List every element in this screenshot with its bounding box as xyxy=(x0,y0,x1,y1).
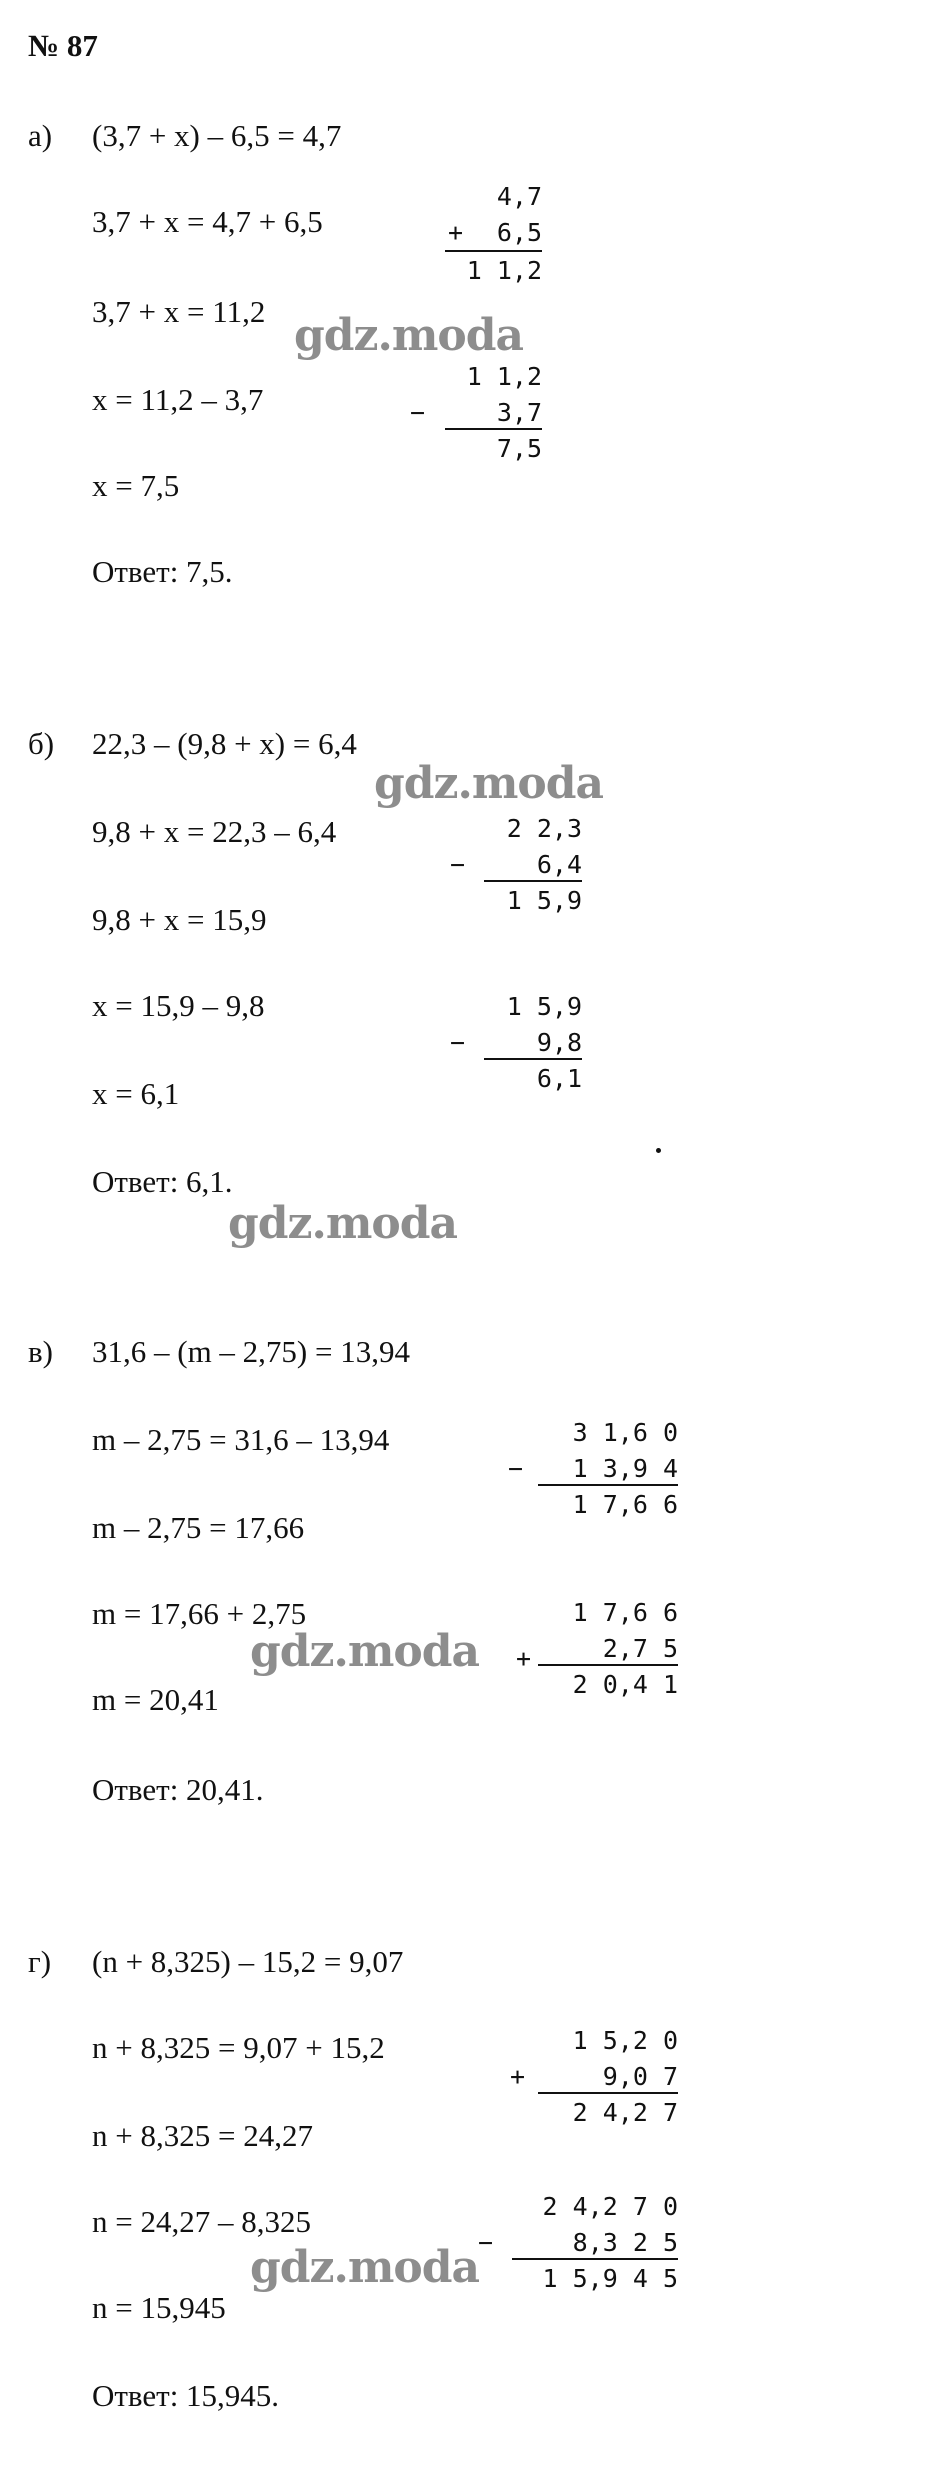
result-rule xyxy=(538,2092,678,2094)
equation-line: m – 2,75 = 17,66 xyxy=(92,1510,305,1545)
equation-line: (3,7 + x) – 6,5 = 4,7 xyxy=(92,118,342,153)
operand: 1 5,2 0 xyxy=(572,2026,678,2055)
part-label: в) xyxy=(28,1334,53,1369)
result: 1 5,9 xyxy=(506,886,582,915)
plus-sign: + xyxy=(510,2062,526,2091)
column-subtraction xyxy=(478,2194,678,2294)
operand: 1 7,6 6 xyxy=(572,1598,678,1627)
operand: 1 1,2 xyxy=(466,362,542,391)
result: 2 0,4 1 xyxy=(572,1670,678,1699)
result-rule xyxy=(445,250,542,252)
equation-line: 3,7 + x = 11,2 xyxy=(92,294,266,329)
answer-line: Ответ: 7,5. xyxy=(92,554,233,589)
operand: 1 5,9 xyxy=(506,992,582,1021)
equation-line: m = 20,41 xyxy=(92,1682,219,1717)
equation-line: 3,7 + x = 4,7 + 6,5 xyxy=(92,204,323,239)
result-rule xyxy=(512,2258,678,2260)
result: 1 5,9 4 5 xyxy=(542,2264,678,2293)
operand: 1 3,9 4 xyxy=(572,1454,678,1483)
operand: 9,8 xyxy=(536,1028,582,1057)
answer-line: Ответ: 15,945. xyxy=(92,2378,280,2413)
result-rule xyxy=(484,1058,582,1060)
result-rule xyxy=(484,880,582,882)
operand: 9,0 7 xyxy=(602,2062,678,2091)
plus-sign: + xyxy=(448,218,464,247)
equation-line: n + 8,325 = 24,27 xyxy=(92,2118,313,2153)
equation-line: m – 2,75 = 31,6 – 13,94 xyxy=(92,1422,390,1457)
operand: 2 2,3 xyxy=(506,814,582,843)
minus-sign: − xyxy=(450,1028,466,1057)
minus-sign: − xyxy=(478,2228,494,2257)
result-rule xyxy=(445,428,542,430)
column-addition xyxy=(430,184,542,284)
equation-line: 9,8 + x = 22,3 – 6,4 xyxy=(92,814,337,849)
operand: 8,3 2 5 xyxy=(572,2228,678,2257)
part-label: б) xyxy=(28,726,55,761)
operand: 3,7 xyxy=(496,398,542,427)
watermark: gdz.moda xyxy=(294,310,524,361)
column-addition xyxy=(510,2028,678,2128)
equation-line: n = 15,945 xyxy=(92,2290,226,2325)
answer-line: Ответ: 20,41. xyxy=(92,1772,264,1807)
watermark: gdz.moda xyxy=(250,1626,480,1677)
column-subtraction xyxy=(410,364,542,464)
operand: 6,4 xyxy=(536,850,582,879)
problem-title: № 87 xyxy=(28,28,98,63)
plus-sign: + xyxy=(516,1644,532,1673)
stray-dot xyxy=(656,1148,661,1153)
equation-line: x = 11,2 – 3,7 xyxy=(92,382,264,417)
result-rule xyxy=(538,1484,678,1486)
part-label: г) xyxy=(28,1944,52,1979)
part-label: а) xyxy=(28,118,53,153)
equation-line: x = 15,9 – 9,8 xyxy=(92,988,265,1023)
result: 7,5 xyxy=(496,434,542,463)
minus-sign: − xyxy=(450,850,466,879)
result: 6,1 xyxy=(536,1064,582,1093)
column-addition xyxy=(508,1600,678,1700)
equation-line: 22,3 – (9,8 + x) = 6,4 xyxy=(92,726,357,761)
equation-line: n + 8,325 = 9,07 + 15,2 xyxy=(92,2030,385,2065)
operand: 2 4,2 7 0 xyxy=(542,2192,678,2221)
result: 1 7,6 6 xyxy=(572,1490,678,1519)
column-subtraction xyxy=(450,994,582,1094)
equation-line: 31,6 – (m – 2,75) = 13,94 xyxy=(92,1334,410,1369)
result: 2 4,2 7 xyxy=(572,2098,678,2127)
minus-sign: − xyxy=(508,1454,524,1483)
watermark: gdz.moda xyxy=(374,758,604,809)
equation-line: (n + 8,325) – 15,2 = 9,07 xyxy=(92,1944,404,1979)
watermark: gdz.moda xyxy=(228,1198,458,1249)
answer-line: Ответ: 6,1. xyxy=(92,1164,233,1199)
equation-line: n = 24,27 – 8,325 xyxy=(92,2204,311,2239)
equation-line: x = 7,5 xyxy=(92,468,180,503)
watermark: gdz.moda xyxy=(250,2242,480,2293)
minus-sign: − xyxy=(410,398,426,427)
equation-line: m = 17,66 + 2,75 xyxy=(92,1596,307,1631)
result: 1 1,2 xyxy=(466,256,542,285)
operand: 3 1,6 0 xyxy=(572,1418,678,1447)
operand: 4,7 xyxy=(496,182,542,211)
equation-line: x = 6,1 xyxy=(92,1076,180,1111)
result-rule xyxy=(538,1664,678,1666)
column-subtraction xyxy=(508,1420,678,1520)
operand: 6,5 xyxy=(496,218,542,247)
equation-line: 9,8 + x = 15,9 xyxy=(92,902,267,937)
column-subtraction xyxy=(450,816,582,916)
operand: 2,7 5 xyxy=(602,1634,678,1663)
